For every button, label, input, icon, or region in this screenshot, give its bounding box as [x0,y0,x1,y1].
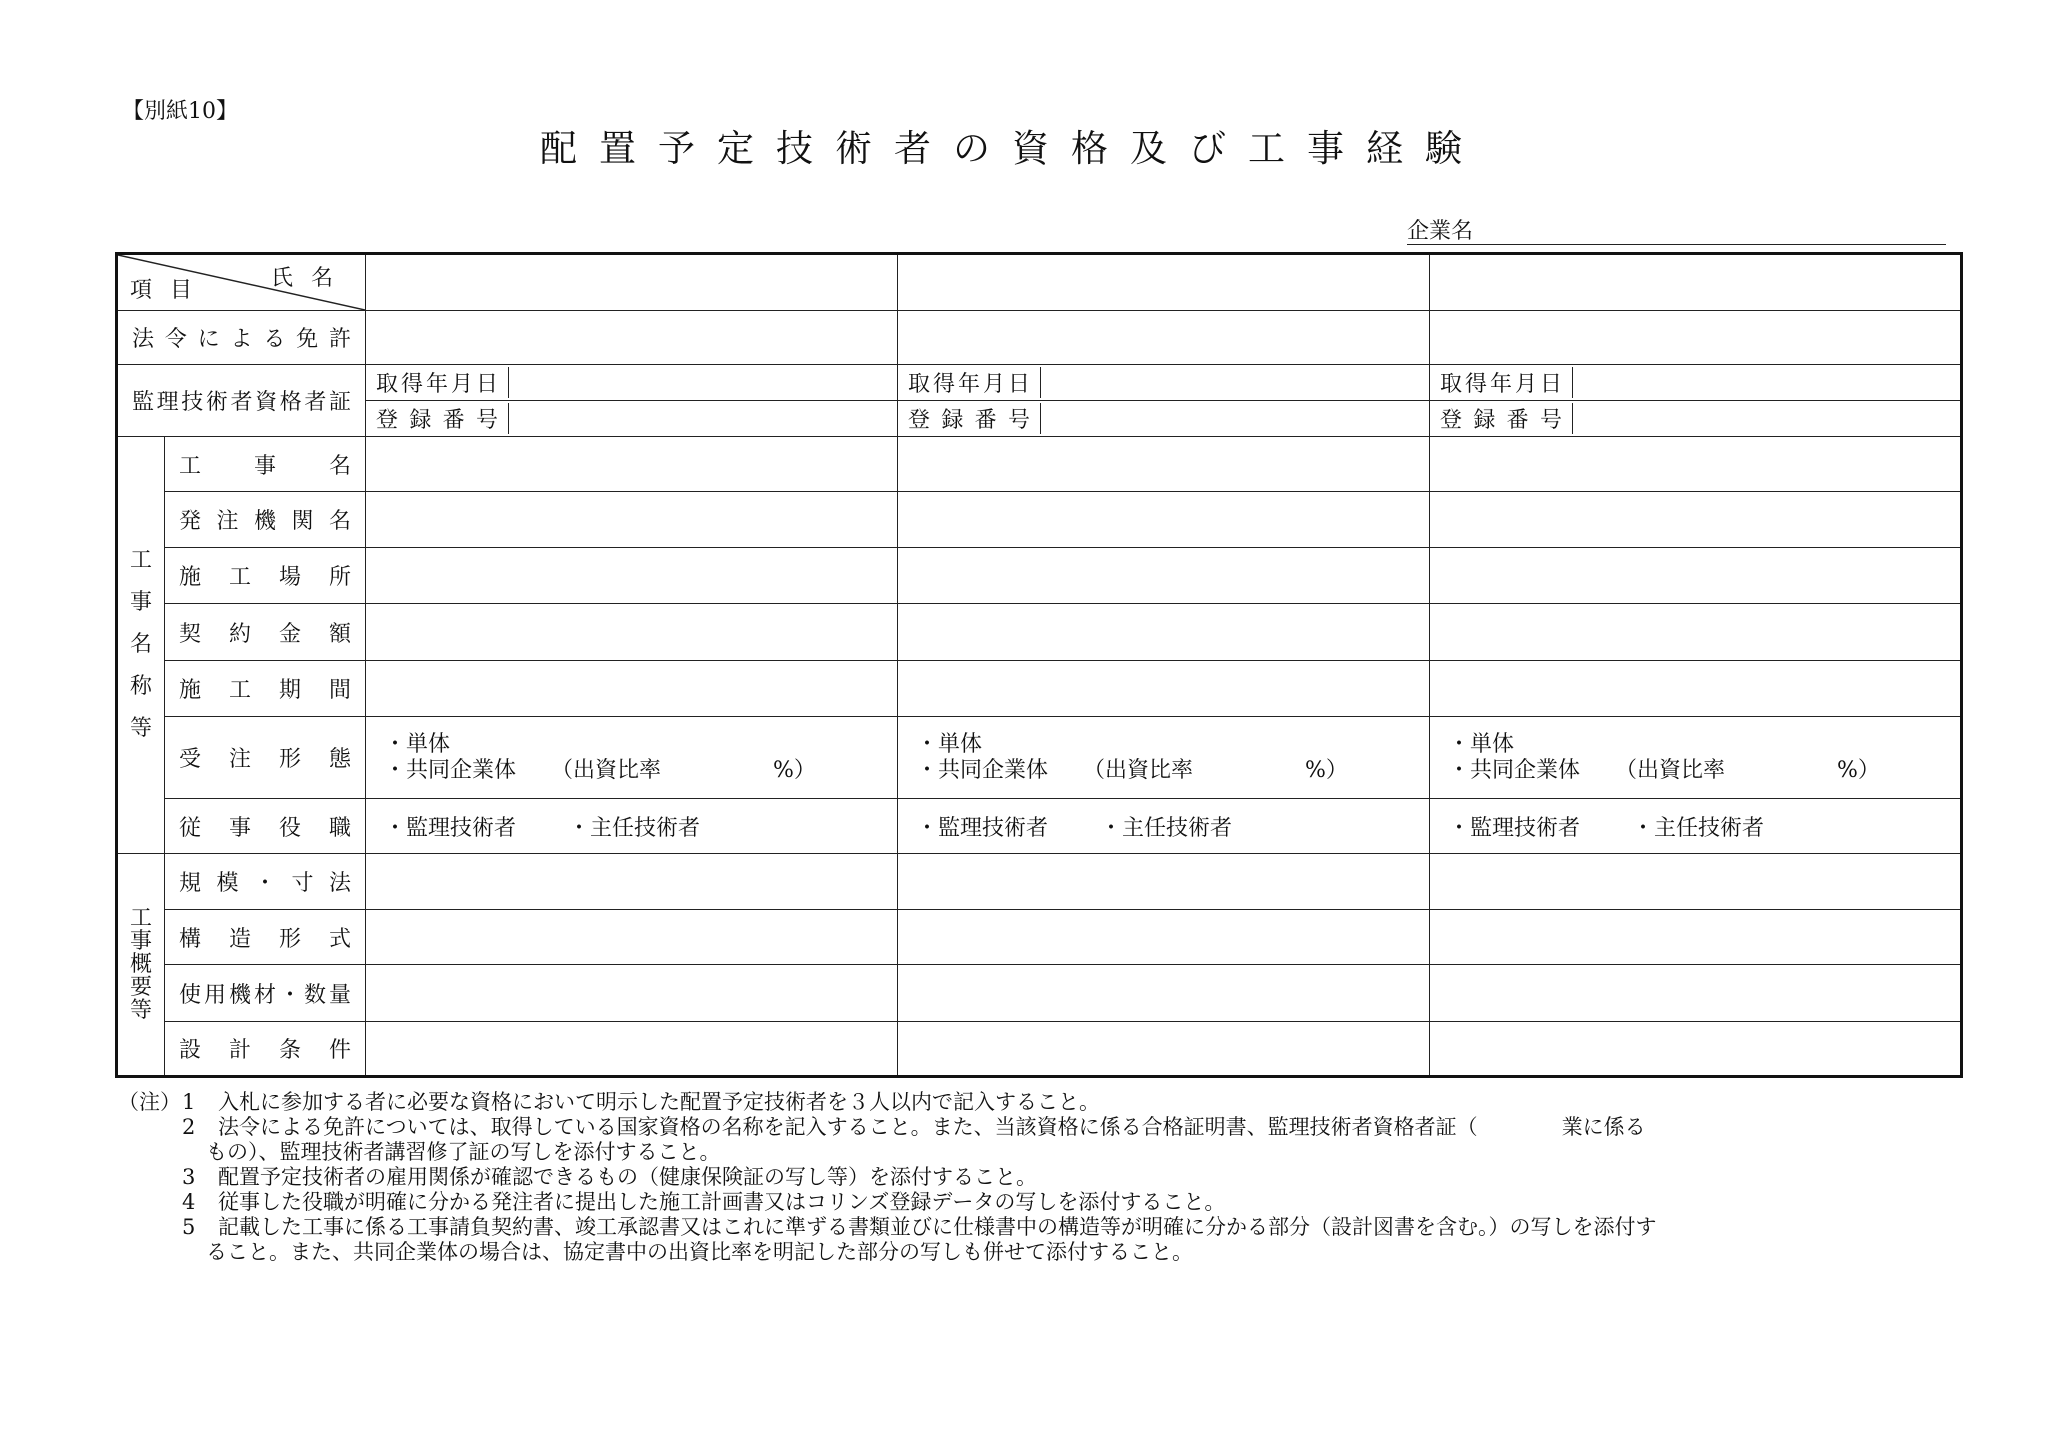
option-single[interactable]: ・単体 [916,731,983,757]
cert-date-field-1[interactable] [509,367,897,398]
materials-cell-2[interactable] [898,965,1430,1022]
location-cell-3[interactable] [1430,548,1962,604]
name-cell-3[interactable] [1430,254,1962,311]
note-item: 記載した工事に係る工事請負契約書、竣工承認書又はこれに準ずる書類並びに仕様書中の構造等が明確に分かる部分（設計図書を含む。）の写しを添付す [218,1215,1657,1239]
cert-date-label: 取得年月日 [376,372,498,397]
company-name-field[interactable] [1407,214,1946,245]
item-label: 設計条件 [165,1022,366,1077]
design-cell-3[interactable] [1430,1022,1962,1077]
location-cell-1[interactable] [366,548,898,604]
materials-cell-3[interactable] [1430,965,1962,1022]
materials-cell-1[interactable] [366,965,898,1022]
ratio-label: （出資比率 [1083,757,1194,783]
role-chief[interactable]: ・主任技術者 [1632,815,1765,841]
note-item: 法令による免許については、取得している国家資格の名称を記入すること。また、当該資格に係る合格証明書、監理技術者資格者証（ 業に係る [218,1115,1646,1139]
ratio-label: （出資比率 [551,757,662,783]
role-chief[interactable]: ・主任技術者 [568,815,701,841]
role-supervisor[interactable]: ・監理技術者 [916,815,1049,841]
note-continuation: ること。また、共同企業体の場合は、協定書中の出資比率を明記した部分の写しも併せて添付すること。 [206,1240,1193,1264]
cert-number-label: 登録番号 [1440,408,1562,433]
client-cell-2[interactable] [898,492,1430,548]
order-form-cell-2[interactable] [898,717,1430,799]
note-continuation: もの）、監理技術者講習修了証の写しを添付すること。 [206,1140,721,1164]
license-cell-1[interactable] [366,311,898,365]
item-label: 規模・寸法 [165,854,366,910]
contract-amount-cell-3[interactable] [1430,604,1962,661]
item-label: 使用機材・数量 [165,965,366,1022]
company-label: 企業名 [1407,219,1474,244]
role-cell-2[interactable] [898,799,1430,854]
option-single[interactable]: ・単体 [1448,731,1515,757]
group-construction-name-label: 工 事 名 称 等 [117,437,165,854]
note-item: 入札に参加する者に必要な資格において明示した配置予定技術者を３人以内で記入すること。 [218,1090,1100,1114]
role-cell-1[interactable] [366,799,898,854]
option-single[interactable]: ・単体 [384,731,451,757]
period-cell-3[interactable] [1430,661,1962,717]
location-cell-2[interactable] [898,548,1430,604]
period-cell-1[interactable] [366,661,898,717]
structure-cell-2[interactable] [898,910,1430,965]
construction-name-cell-2[interactable] [898,437,1430,492]
item-label: 発注機関名 [165,492,366,548]
design-cell-1[interactable] [366,1022,898,1077]
cert-date-label: 取得年月日 [908,372,1030,397]
client-cell-3[interactable] [1430,492,1962,548]
note-item: 配置予定技術者の雇用関係が確認できるもの（健康保険証の写し等）を添付すること。 [218,1165,1037,1189]
notes-prefix: （注） [118,1090,181,1114]
license-label: 法令による免許 [117,311,366,365]
percent-label: %） [1837,757,1880,783]
cert-label: 監理技術者資格者証 [117,365,366,437]
percent-label: %） [1305,757,1348,783]
cert-number-field-1[interactable] [509,403,897,434]
cert-number-field-2[interactable] [1041,403,1429,434]
role-cell-3[interactable] [1430,799,1962,854]
item-label: 工事名 [165,437,366,492]
period-cell-2[interactable] [898,661,1430,717]
contract-amount-cell-1[interactable] [366,604,898,661]
order-form-cell-3[interactable] [1430,717,1962,799]
role-supervisor[interactable]: ・監理技術者 [384,815,517,841]
structure-cell-3[interactable] [1430,910,1962,965]
cert-date-label: 取得年月日 [1440,372,1562,397]
header-diagonal-cell [117,254,366,311]
note-item: 従事した役職が明確に分かる発注者に提出した施工計画書又はコリンズ登録データの写しを添付すること。 [218,1190,1226,1214]
group-construction-outline-label: 工 事 概 要 等 [117,854,165,1077]
page-title: 配置予定技術者の資格及び工事経験 [540,127,1484,170]
header-name-label: 氏名 [270,266,351,291]
item-label: 施工場所 [165,548,366,604]
license-cell-2[interactable] [898,311,1430,365]
construction-name-cell-1[interactable] [366,437,898,492]
scale-cell-3[interactable] [1430,854,1962,910]
cert-number-label: 登録番号 [908,408,1030,433]
scale-cell-1[interactable] [366,854,898,910]
item-label: 受注形態 [165,717,366,799]
cert-date-field-3[interactable] [1573,367,1960,398]
option-jv[interactable]: ・共同企業体 [1448,757,1581,783]
design-cell-2[interactable] [898,1022,1430,1077]
scale-cell-2[interactable] [898,854,1430,910]
qualification-table [115,252,1963,1078]
contract-amount-cell-2[interactable] [898,604,1430,661]
option-jv[interactable]: ・共同企業体 [916,757,1049,783]
order-form-cell-1[interactable] [366,717,898,799]
cert-number-label: 登録番号 [376,408,498,433]
role-chief[interactable]: ・主任技術者 [1100,815,1233,841]
item-label: 従事役職 [165,799,366,854]
appendix-label: 【別紙10】 [122,99,238,124]
role-supervisor[interactable]: ・監理技術者 [1448,815,1581,841]
item-label: 構造形式 [165,910,366,965]
header-item-label: 項目 [130,278,211,303]
construction-name-cell-3[interactable] [1430,437,1962,492]
percent-label: %） [773,757,816,783]
client-cell-1[interactable] [366,492,898,548]
structure-cell-1[interactable] [366,910,898,965]
item-label: 契約金額 [165,604,366,661]
option-jv[interactable]: ・共同企業体 [384,757,517,783]
ratio-label: （出資比率 [1615,757,1726,783]
name-cell-2[interactable] [898,254,1430,311]
item-label: 施工期間 [165,661,366,717]
notes: （注） 1 入札に参加する者に必要な資格において明示した配置予定技術者を３人以内で記入すること。 2 法令による免許については、取得している国家資格の名称を記入すること。また、当該資格に係る合格証明書、監理技術者資格者証（ 業に係る もの）、監理技術者講習修了証の写しを添付すること。 3 配置予定技術者の雇用関係が確認できるもの（健康保険証の写し等）を添付すること。 4 従事した役職が明確に分かる発注者に提出した施工計画書又はコリンズ登録データの写しを添付すること。 5 記載した工事に係る工事請負契約書、竣工承認書又はこれに準ずる書類並びに仕様書中の構造等が明確に分かる部分（設計図書を含む。）の写しを添付す ること。また、共同企業体の場合は、協定書中の出資比率を明記した部分の写しも併せて添付すること。 [118,1090,1978,1265]
cert-number-field-3[interactable] [1573,403,1960,434]
cert-date-field-2[interactable] [1041,367,1429,398]
license-cell-3[interactable] [1430,311,1962,365]
name-cell-1[interactable] [366,254,898,311]
